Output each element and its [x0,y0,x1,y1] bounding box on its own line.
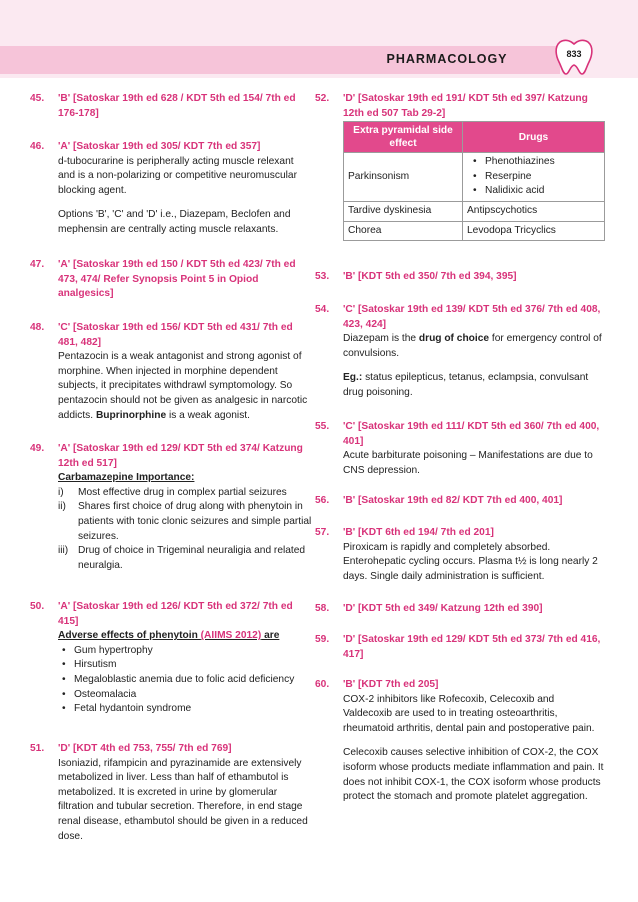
reference: 'C' [Satoskar 19th ed 111/ KDT 5th ed 360/ 7th ed 400, 401] [343,421,600,447]
reference: 'A' [Satoskar 19th ed 126/ KDT 5th ed 372/ 7th ed 415] [58,601,293,627]
answer-58 [315,602,605,617]
answer-52 [315,92,605,241]
explanation: Piroxicam is rapidly and completely absorbed. Enterohepatic cycling occurs. Plasma t½ is long nearly 2 days. Single daily administration is sufficient. [343,541,598,582]
reference: 'B' [Satoskar 19th ed 628 / KDT 5th ed 154/ 7th ed 176-178] [58,93,296,119]
question-number: 47. [30,259,45,270]
answer-54 [315,303,605,401]
table-cell: Tardive dyskinesia [344,201,463,221]
question-number: 59. [315,634,330,645]
bullet-list [58,644,312,717]
reference: 'B' [KDT 6th ed 194/ 7th ed 201] [343,527,494,538]
answer-60 [315,678,605,805]
list-item: iii) Drug of choice in Trigeminal neuraligia and related neuralgia. [58,545,306,571]
section-heading: Carbamazepine Importance: [58,472,195,484]
table-row [344,221,605,241]
answer-55 [315,420,605,478]
question-number: 58. [315,603,330,614]
table-row [344,153,605,202]
question-number: 57. [315,527,330,538]
question-number: 60. [315,679,330,690]
question-number: 48. [30,322,45,333]
reference: 'D' [KDT 5th ed 349/ Katzung 12th ed 390] [343,603,543,614]
reference: 'D' [Satoskar 19th ed 129/ KDT 5th ed 373/ 7th ed 416, 417] [343,634,601,660]
list-item: i) Most effective drug in complex partial seizures [58,486,287,498]
reference: 'C' [Satoskar 19th ed 139/ KDT 5th ed 376/ 7th ed 408, 423, 424] [343,304,601,330]
explanation: d-tubocurarine is peripherally acting muscle relexant and is a non-polarizing or competitive neuromuscular blocking agent. [58,155,297,196]
reference: 'A' [Satoskar 19th ed 129/ KDT 5th ed 374/ Katzung 12th ed 517] [58,443,303,469]
explanation: Isoniazid, rifampicin and pyrazinamide are extensively metabolized in liver. Less than half of ethambutol is metabolized. It is excreted in urine by glomerular filtration and tubular secretion. Therefore, in end stage renal disease, ethambutol should be given in a reduced dose. [58,757,308,842]
reference: 'D' [Satoskar 19th ed 191/ KDT 5th ed 397/ Katzung 12th ed 507 Tab 29-2] [343,93,588,119]
list-item: • Osteomalacia [58,688,312,703]
page-number: 833 [566,49,582,59]
table-header: Drugs [463,122,605,153]
table-cell: Antipscychotics [463,201,605,221]
reference: 'B' [KDT 7th ed 205] [343,679,439,690]
question-number: 49. [30,443,45,454]
table-row [344,201,605,221]
page-title: PHARMACOLOGY [386,52,508,66]
reference: 'B' [KDT 5th ed 350/ 7th ed 394, 395] [343,271,517,282]
reference: 'A' [Satoskar 19th ed 150 / KDT 5th ed 423/ 7th ed 473, 474/ Refer Synopsis Point 5 in Opiod analgesics] [58,259,296,300]
table-cell: Chorea [344,221,463,241]
reference: 'D' [KDT 4th ed 753, 755/ 7th ed 769] [58,743,232,754]
list-item: • Megaloblastic anemia due to folic acid deficiency [58,673,312,688]
answer-45 [30,92,312,121]
answer-48 [30,321,312,423]
answer-57 [315,526,605,584]
explanation: Options 'B', 'C' and 'D' i.e., Diazepam, Beclofen and mephensin are centrally acting muscle relaxants. [58,209,291,235]
explanation: Eg.: status epilepticus, tetanus, eclampsia, convulsant drug poisoning. [343,372,589,398]
answer-46 [30,140,312,238]
reference: 'B' [Satoskar 19th ed 82/ KDT 7th ed 400, 401] [343,495,563,506]
list-item: • Nalidixic acid [469,184,600,199]
list-item: • Reserpine [469,170,600,185]
reference: 'C' [Satoskar 19th ed 156/ KDT 5th ed 431/ 7th ed 481, 482] [58,322,293,348]
question-number: 50. [30,601,45,612]
side-effects-table [343,121,605,241]
answer-49 [30,442,312,573]
question-number: 53. [315,271,330,282]
table-cell: Levodopa Tricyclics [463,221,605,241]
list-item: • Fetal hydantoin syndrome [58,702,312,717]
explanation: Acute barbiturate poisoning – Manifestations are due to CNS depression. [343,450,593,476]
question-number: 52. [315,93,330,104]
table-cell: Parkinsonism [344,153,463,202]
answer-51 [30,742,312,844]
explanation: Celecoxib causes selective inhibition of COX-2, the COX isoform whose products mediate inflammation and pain. It does not inhibit COX-1, the COX isoform whose products protect the stomach and promote platelet aggregation. [343,747,604,803]
answer-50 [30,600,312,717]
section-heading: Adverse effects of phenytoin (AIIMS 2012) are [58,630,280,642]
list-item: • Gum hypertrophy [58,644,312,659]
list-item: ii) Shares first choice of drug along with phenytoin in patients with tonic clonic seizures and simple partial seizures. [58,501,312,542]
answer-56 [315,494,605,509]
table-header: Extra pyramidal side effect [344,122,463,153]
reference: 'A' [Satoskar 19th ed 305/ KDT 7th ed 357] [58,141,261,152]
explanation: Diazepam is the drug of choice for emergency control of convulsions. [343,333,602,359]
explanation: COX-2 inhibitors like Rofecoxib, Celecoxib and Valdecoxib are used to in treating osteoarthritis, rheumatoid arthritis, dental pain and postoperative pain. [343,693,595,734]
table-cell [463,153,605,202]
question-number: 51. [30,743,45,754]
question-number: 46. [30,141,45,152]
list-item: • Phenothiazines [469,155,600,170]
answer-53 [315,270,605,285]
answer-47 [30,258,312,302]
answer-59 [315,633,605,662]
explanation: Pentazocin is a weak antagonist and strong agonist of morphine. When injected in morphine dependent subjects, it precipitates withdrawl symptomology. So pentazocin should not be given as analgesic in narcotic addicts. Buprinorphine is a weak agonist. [58,351,308,421]
question-number: 56. [315,495,330,506]
question-number: 45. [30,93,45,104]
question-number: 55. [315,421,330,432]
question-number: 54. [315,304,330,315]
list-item: • Hirsutism [58,658,312,673]
